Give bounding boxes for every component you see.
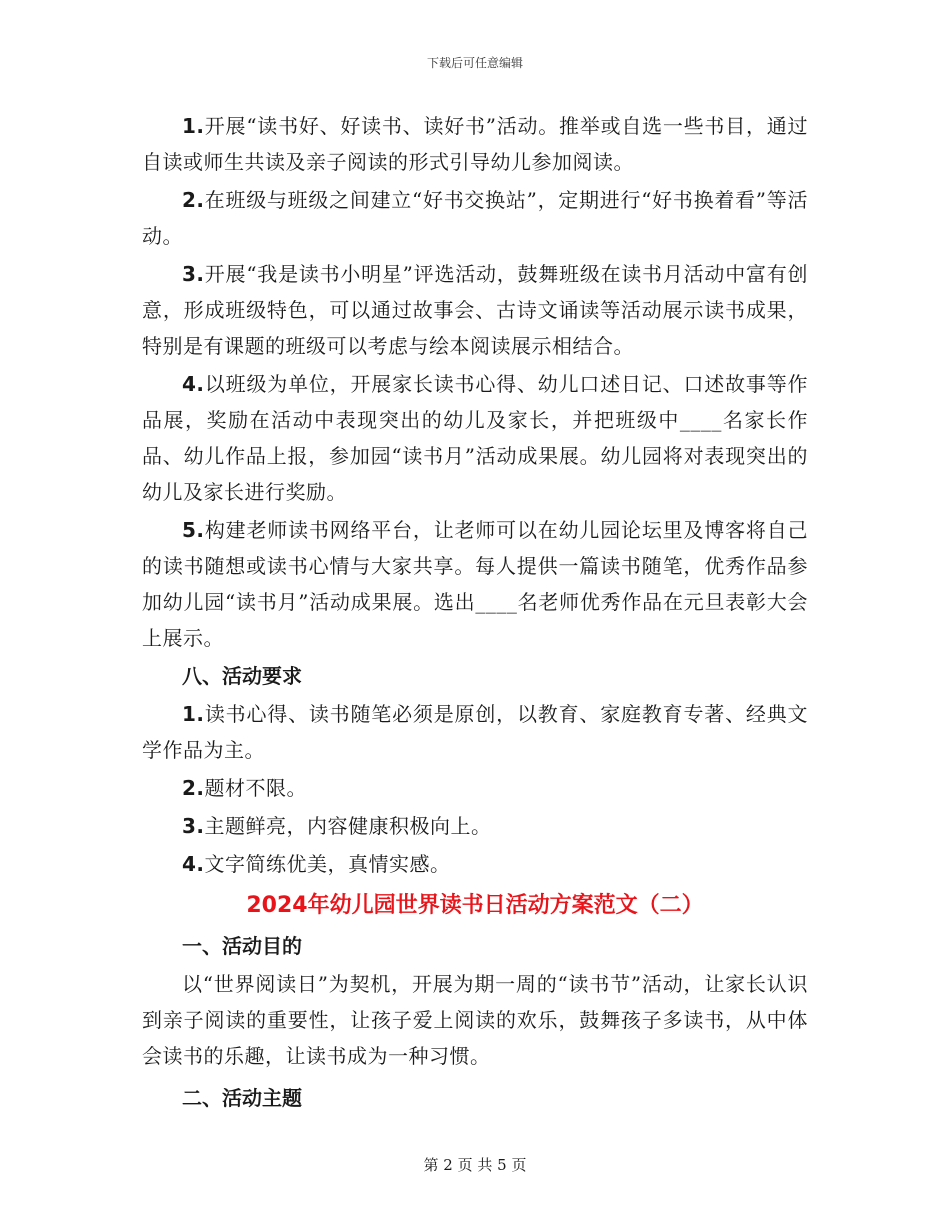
- item-number: 3.: [182, 814, 205, 838]
- list-item: [142, 512, 808, 656]
- item-text: 读书心得、读书随笔必须是原创，以教育、家庭教育专著、经典文学作品为主。: [142, 702, 808, 762]
- item-number: 4.: [182, 852, 205, 876]
- item-text: 题材不限。: [204, 776, 308, 800]
- document-title: 2024年幼儿园世界读书日活动方案范文（二）: [246, 893, 704, 918]
- item-text: 开展“我是读书小明星”评选活动，鼓舞班级在读书月活动中富有创意，形成班级特色，可以通过故事会、古诗文诵读等活动展示读书成果，特别是有课题的班级可以考虑与绘本阅读展示相结合。: [142, 262, 808, 358]
- page-number: 第 2 页 共 5 页: [423, 1156, 527, 1174]
- list-item: [142, 770, 808, 806]
- item-text: 以班级为单位，开展家长读书心得、幼儿口述日记、口述故事等作品展，奖励在活动中表现突出的幼儿及家长，并把班级中____名家长作品、幼儿作品上报，参加园“读书月”活动成果展。幼儿园将对表现突出的幼儿及家长进行奖励。: [142, 372, 808, 504]
- item-number: 1.: [182, 114, 205, 138]
- list-item: [142, 182, 808, 254]
- item-number: 5.: [182, 518, 205, 542]
- list-item: [142, 696, 808, 768]
- item-text: 构建老师读书网络平台，让老师可以在幼儿园论坛里及博客将自己的读书随想或读书心情与大家共享。每人提供一篇读书随笔，优秀作品参加幼儿园“读书月”活动成果展。选出____名老师优秀作品在元旦表彰大会上展示。: [142, 518, 808, 650]
- list-item: [142, 108, 808, 180]
- item-number: 2.: [182, 188, 205, 212]
- list-item: [142, 846, 808, 882]
- item-text: 文字简练优美，真情实感。: [204, 852, 451, 876]
- item-number: 4.: [182, 372, 205, 396]
- list-item: [142, 366, 808, 510]
- item-text: 在班级与班级之间建立“好书交换站”，定期进行“好书换着看”等活动。: [142, 188, 808, 248]
- section-heading-requirements: 八、活动要求: [182, 664, 302, 688]
- item-text: 开展“读书好、好读书、读好书”活动。推举或自选一些书目，通过自读或师生共读及亲子阅读的形式引导幼儿参加阅读。: [142, 114, 808, 174]
- list-item: [142, 256, 808, 364]
- purpose-paragraph: 以“世界阅读日”为契机，开展为期一周的“读书节”活动，让家长认识到亲子阅读的重要性，让孩子爱上阅读的欢乐，鼓舞孩子多读书，从中体会读书的乐趣，让读书成为一种习惯。: [142, 972, 808, 1068]
- item-number: 2.: [182, 776, 205, 800]
- header-note: 下载后可任意编辑: [426, 56, 523, 70]
- document-body: [142, 108, 808, 1118]
- item-text: 主题鲜亮，内容健康积极向上。: [204, 814, 492, 838]
- item-number: 1.: [182, 702, 205, 726]
- section-heading-purpose: 一、活动目的: [182, 934, 302, 958]
- list-item: [142, 808, 808, 844]
- section-heading-theme: 二、活动主题: [182, 1086, 302, 1110]
- item-number: 3.: [182, 262, 205, 286]
